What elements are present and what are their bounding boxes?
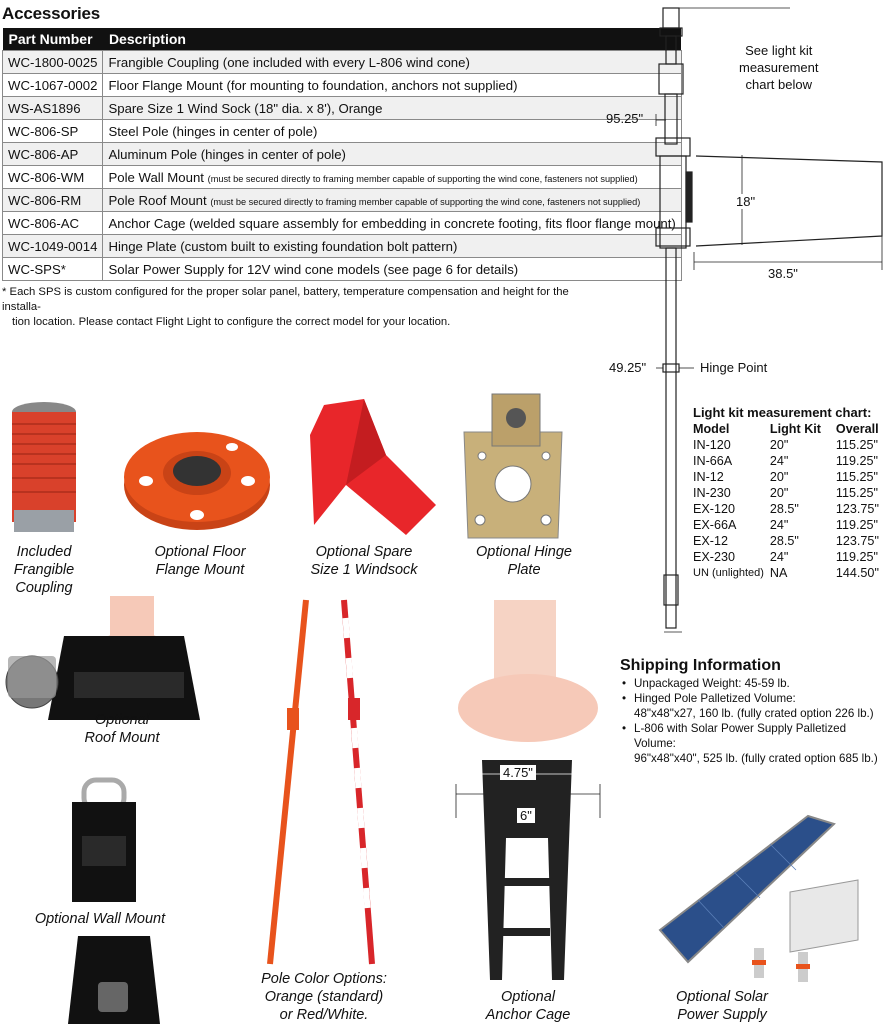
flange-caption: Optional Floor Flange Mount: [154, 544, 246, 578]
footnote: * Each SPS is custom configured for the proper solar panel, battery, temperature compensation and height for the installa- tion location. Please contact Flight Light to configure the correct model for your location.: [2, 286, 569, 328]
table-row: IN-12 20" 115.25": [693, 470, 878, 484]
table-row: [3, 258, 682, 281]
part-number: WS-AS1896: [3, 97, 103, 120]
pole-colors-caption: Pole Color Options: Orange (standard) or Red/White.: [261, 971, 387, 1023]
part-description: Pole Wall Mount (must be secured directly to framing member capable of supporting the wind cone, fasteners not supplied): [103, 166, 681, 189]
anchor-outer-dimension: 6": [517, 808, 535, 823]
shipping-title: Shipping Information: [620, 657, 781, 674]
part-number: WC-SPS*: [3, 258, 103, 281]
part-description: Steel Pole (hinges in center of pole): [103, 120, 681, 143]
table-row: EX-120 28.5" 123.75": [693, 502, 879, 516]
table-row: [3, 51, 682, 74]
table-header-row: [3, 28, 682, 51]
table-row: [3, 143, 682, 166]
table-row: EX-66A 24" 119.25": [693, 518, 878, 532]
col-header-part: Part Number: [3, 28, 103, 51]
hinge-plate-caption: Optional Hinge Plate: [476, 544, 572, 578]
light-kit-header-row: [691, 421, 883, 437]
part-note: (must be secured directly to framing member capable of supporting the wind cone, fasteners not supplied): [207, 173, 638, 184]
table-row: IN-66A 24" 119.25": [693, 454, 878, 468]
anchor-cage-caption: Optional Anchor Cage: [485, 989, 571, 1023]
part-description: Anchor Cage (welded square assembly for embedding in concrete footing, fits floor flange mount): [103, 212, 681, 235]
part-number: WC-806-SP: [3, 120, 103, 143]
table-row: IN-120 20" 115.25": [693, 438, 878, 452]
floor-flange-image: [122, 425, 272, 535]
table-row: EX-230 24" 119.25": [693, 550, 878, 564]
see-chart-note: See light kit measurement chart below: [739, 43, 819, 92]
table-row: [3, 120, 682, 143]
part-number: WC-806-AC: [3, 212, 103, 235]
part-number: WC-806-WM: [3, 166, 103, 189]
hinge-plate-image: [458, 392, 568, 542]
table-row: [3, 235, 682, 258]
table-row: [3, 189, 682, 212]
frangible-coupling-image: [6, 400, 82, 540]
part-note: (must be secured directly to framing member capable of supporting the wind cone, fasteners not supplied): [210, 196, 641, 207]
list-item: • L-806 with Solar Power Supply Palletized Volume: 96"x48"x40", 525 lb. (fully crated option 685 lb.): [620, 721, 890, 766]
table-row: [3, 74, 682, 97]
section-title: Accessories: [2, 4, 100, 23]
solar-power-supply-image: [658, 812, 864, 984]
pole-colors-image: [262, 598, 392, 968]
windsock-image: [306, 395, 441, 545]
wall-mount-image: [64, 776, 144, 906]
part-number: WC-806-RM: [3, 189, 103, 212]
hinge-point-label: Hinge Point: [700, 360, 768, 375]
dimension-hinge-height: 49.25": [609, 360, 647, 375]
anchor-inner-dimension: 4.75": [500, 765, 536, 780]
part-number: WC-1800-0025: [3, 51, 103, 74]
col-header-desc: Description: [103, 28, 681, 51]
part-number: WC-1049-0014: [3, 235, 103, 258]
wall-mount-caption: Optional Wall Mount: [34, 911, 166, 927]
dimension-sock-diameter: 18": [736, 194, 756, 209]
table-row: [3, 212, 682, 235]
part-description: Spare Size 1 Wind Sock (18" dia. x 8'), Orange: [103, 97, 681, 120]
dimension-sock-length: 38.5": [768, 266, 798, 281]
solar-caption: Optional Solar Power Supply: [676, 989, 768, 1023]
anchor-cage-image: [452, 598, 608, 988]
part-description: Solar Power Supply for 12V wind cone models (see page 6 for details): [103, 258, 681, 281]
col-header-model: Model: [693, 422, 730, 436]
part-description: Hinge Plate (custom built to existing foundation bolt pattern): [103, 235, 681, 258]
dimension-height: 95.25": [606, 111, 644, 126]
part-number: WC-806-AP: [3, 143, 103, 166]
table-row: UN (unlighted) NA 144.50": [693, 566, 879, 580]
col-header-light-kit: Light Kit: [769, 422, 821, 436]
light-kit-chart-title: Light kit measurement chart:: [693, 405, 872, 420]
roof-mount-caption: Optional Roof Mount: [84, 712, 160, 746]
wall-mount-bottom-image: [64, 932, 164, 1024]
part-number: WC-1067-0002: [3, 74, 103, 97]
part-description: Aluminum Pole (hinges in center of pole): [103, 143, 681, 166]
part-description: Floor Flange Mount (for mounting to foundation, anchors not supplied): [103, 74, 681, 97]
light-kit-chart: [691, 421, 883, 581]
table-row: [3, 166, 682, 189]
coupling-caption: Included Frangible Coupling: [13, 544, 75, 596]
shipping-list: [620, 676, 890, 766]
table-row: EX-12 28.5" 123.75": [693, 534, 879, 548]
list-item: • Hinged Pole Palletized Volume: 48"x48"x27, 160 lb. (fully crated option 226 lb.): [620, 691, 890, 721]
table-row: [3, 97, 682, 120]
part-description: Frangible Coupling (one included with every L-806 wind cone): [103, 51, 681, 74]
list-item: • Unpackaged Weight: 45-59 lb.: [620, 676, 890, 691]
windsock-caption: Optional Spare Size 1 Windsock: [310, 544, 418, 578]
col-header-overall: Overall: [835, 422, 879, 436]
accessories-table: [2, 28, 682, 281]
table-row: IN-230 20" 115.25": [693, 486, 878, 500]
part-description: Pole Roof Mount (must be secured directly to framing member capable of supporting the wind cone, fasteners not supplied): [103, 189, 681, 212]
